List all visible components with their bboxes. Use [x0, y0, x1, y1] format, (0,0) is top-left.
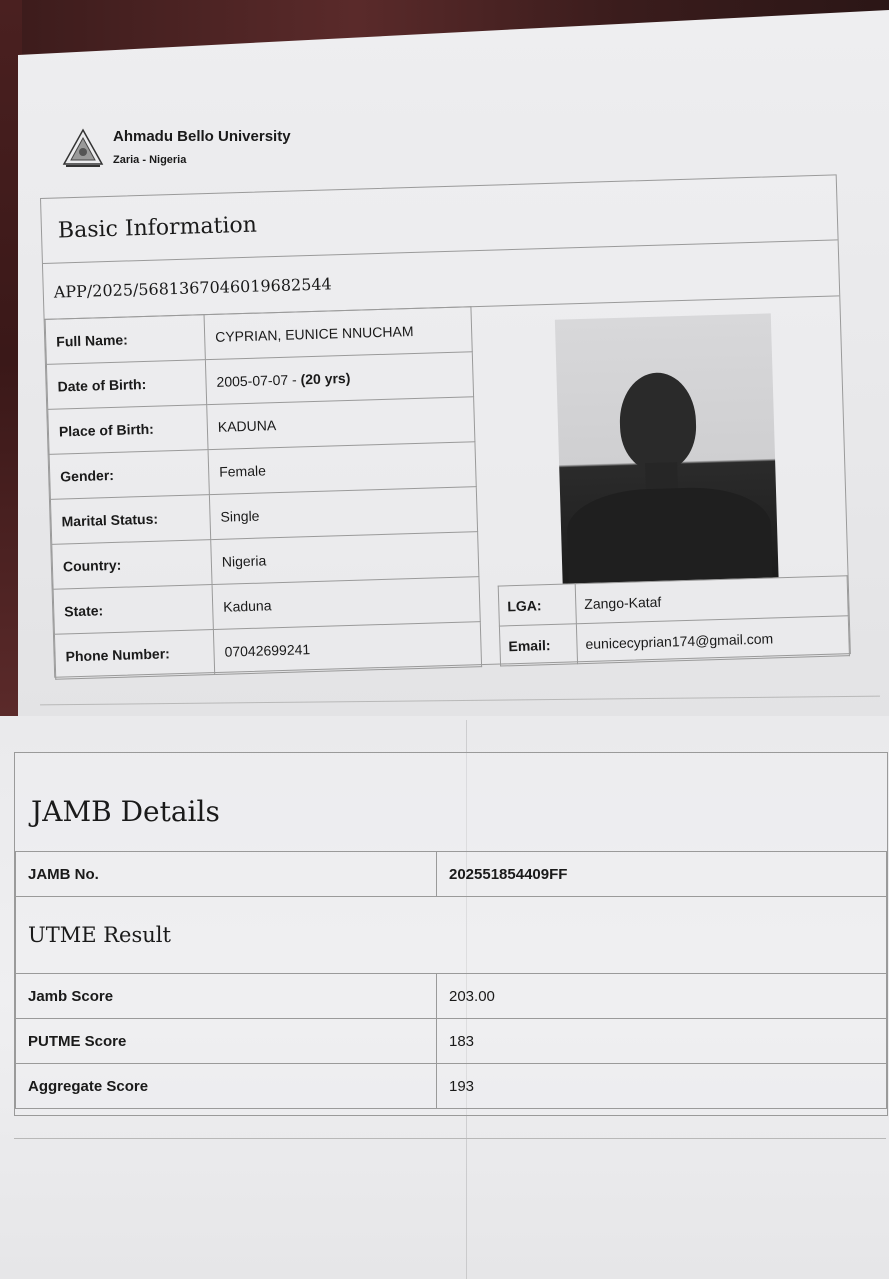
email-value: eunicecyprian174@gmail.com	[576, 616, 849, 664]
row-value: Nigeria	[211, 532, 479, 585]
basic-information-card	[40, 174, 851, 677]
score-label: PUTME Score	[16, 1019, 437, 1064]
row-value: KADUNA	[207, 397, 475, 450]
lga-value: Zango-Kataf	[575, 576, 848, 624]
jamb-no-value: 202551854409FF	[437, 852, 887, 897]
row-label: Full Name:	[45, 315, 205, 365]
basic-info-table	[45, 306, 483, 680]
score-value: 193	[437, 1064, 887, 1109]
contact-table	[498, 575, 850, 666]
dob-value: 2005-07-07 -	[216, 371, 301, 390]
application-number: APP/2025/5681367046019682544	[53, 274, 332, 302]
table-row	[16, 897, 887, 974]
table-row	[16, 974, 887, 1019]
divider	[14, 1138, 886, 1139]
row-value: Female	[208, 442, 476, 495]
age-value: (20 yrs)	[300, 369, 351, 388]
score-value: 183	[437, 1019, 887, 1064]
photo-head	[618, 372, 697, 472]
row-value: Kaduna	[212, 577, 480, 630]
jamb-table	[15, 851, 887, 1109]
table-row	[16, 1064, 887, 1109]
row-label: Date of Birth:	[46, 360, 206, 410]
divider	[43, 239, 838, 264]
email-label: Email:	[499, 624, 577, 666]
table-row	[16, 1019, 887, 1064]
university-crest-icon	[62, 128, 104, 170]
section-title: JAMB Details	[31, 795, 220, 828]
row-label: Country:	[52, 540, 212, 590]
score-label: Jamb Score	[16, 974, 437, 1019]
lga-label: LGA:	[498, 584, 576, 626]
section-title: Basic Information	[57, 212, 258, 244]
utme-heading: UTME Result	[16, 897, 887, 974]
row-label: Place of Birth:	[48, 405, 208, 455]
university-location: Zaria - Nigeria	[113, 154, 187, 166]
row-value: 07042699241	[213, 622, 481, 675]
row-value	[205, 352, 473, 405]
row-value: Single	[209, 487, 477, 540]
passport-photo	[555, 313, 779, 583]
score-label: Aggregate Score	[16, 1064, 437, 1109]
row-label: Phone Number:	[54, 630, 214, 680]
university-name: Ahmadu Bello University	[113, 128, 291, 145]
score-value: 203.00	[437, 974, 887, 1019]
table-row	[16, 852, 887, 897]
row-label: Marital Status:	[50, 495, 210, 545]
jamb-details-card	[14, 752, 888, 1116]
row-label: Gender:	[49, 450, 209, 500]
row-value: CYPRIAN, EUNICE NNUCHAM	[204, 307, 472, 360]
photo-shoulders	[566, 485, 773, 583]
jamb-no-label: JAMB No.	[16, 852, 437, 897]
row-label: State:	[53, 585, 213, 635]
